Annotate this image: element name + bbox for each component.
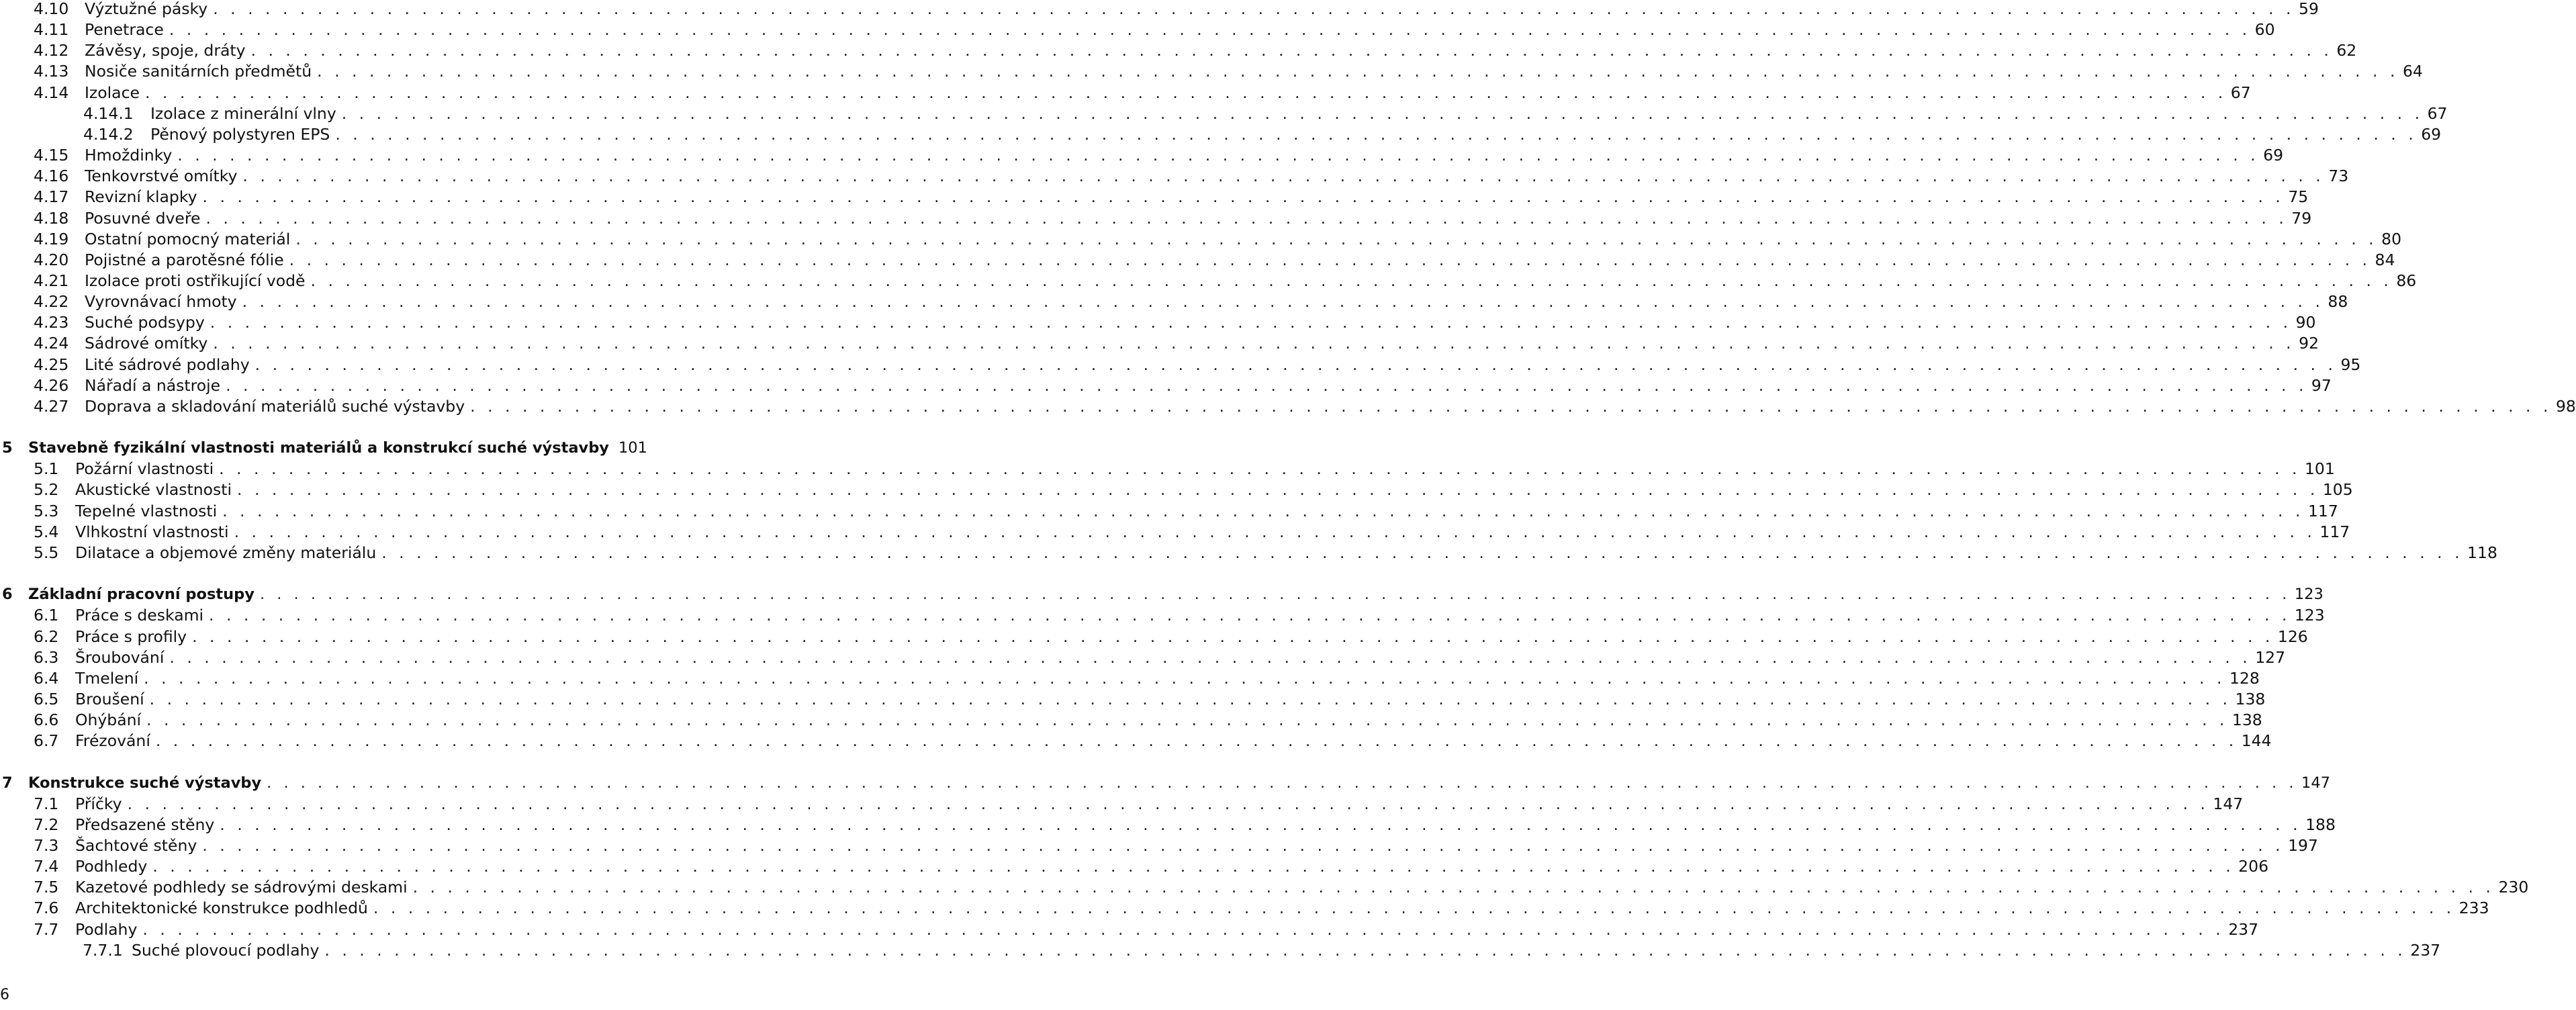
toc-page-number: 118 [2467, 543, 2497, 562]
dot-leader: . . . . . . . . . . . . . . . . . . . . . . . . . . . . . . . . . . . . . . . . . . . . . . . . . . . . . . . . . . . . . . . . . . . . . . . . . . . . . . . . . . . . . . . . . . . . . . . . . . . . . . . . . . . . . . . . . . . . . . . . [177, 146, 2260, 165]
toc-title: Sádrové omítky [85, 334, 208, 353]
toc-number: 4.18 [34, 208, 69, 228]
toc-title: Šachtové stěny [75, 836, 197, 855]
toc-number: 6.4 [34, 668, 59, 688]
toc-title: Nářadí a nástroje [85, 375, 221, 395]
toc-page-number: 88 [2328, 292, 2348, 312]
toc-number: 7.1 [34, 794, 59, 813]
toc-page-number: 64 [2402, 62, 2423, 81]
toc-number: 7.7.1 [83, 940, 123, 960]
toc-number: 4.14.2 [83, 124, 134, 144]
toc-number: 6.3 [34, 647, 59, 667]
toc-title: Suché plovoucí podlahy [132, 940, 320, 960]
dot-leader: . . . . . . . . . . . . . . . . . . . . . . . . . . . . . . . . . . . . . . . . . . . . . . . . . . . . . . . . . . . . . . . . . . . . . . . . . . . . . . . . . . . . . . . . . . . . . . . . . . . . . . . . . . . . . . . . . . . . . . . . [226, 375, 2307, 395]
toc-title: Suché podsypy [85, 313, 205, 332]
toc-title: Šroubování [75, 647, 165, 667]
toc-page-number: 75 [2288, 187, 2309, 207]
toc-title: Dilatace a objemové změny materiálu [75, 543, 377, 562]
toc-section [0, 166, 2349, 187]
toc-page-number: 62 [2336, 41, 2357, 60]
toc-section [0, 835, 2318, 856]
toc-title: Penetrace [85, 20, 164, 40]
toc-page-number: 144 [2241, 731, 2272, 751]
toc-number: 6.6 [34, 710, 59, 730]
toc-number: 7.2 [34, 815, 59, 834]
dot-leader: . . . . . . . . . . . . . . . . . . . . . . . . . . . . . . . . . . . . . . . . . . . . . . . . . . . . . . . . . . . . . . . . . . . . . . . . . . . . . . . . . . . . . . . . . . . . . . . . . . . . . . . . . . . . . . . . . . . . . . . . [267, 774, 2297, 792]
dot-leader: . . . . . . . . . . . . . . . . . . . . . . . . . . . . . . . . . . . . . . . . . . . . . . . . . . . . . . . . . . . . . . . . . . . . . . . . . . . . . . . . . . . . . . . . . . . . . . . . . . . . . . . . . . . . . . . . . . . . . . . . [222, 501, 2304, 520]
toc-number: 4.12 [34, 41, 69, 60]
dot-leader: . . . . . . . . . . . . . . . . . . . . . . . . . . . . . . . . . . . . . . . . . . . . . . . . . . . . . . . . . . . . . . . . . . . . . . . . . . . . . . . . . . . . . . . . . . . . . . . . . . . . . . . . . . . . . . . . . . . . . . . . [470, 396, 2552, 416]
toc-page-number: 97 [2311, 375, 2332, 395]
toc-number: 4.27 [34, 396, 69, 416]
toc-section [0, 627, 2308, 647]
dot-leader: . . . . . . . . . . . . . . . . . . . . . . . . . . . . . . . . . . . . . . . . . . . . . . . . . . . . . . . . . . . . . . . . . . . . . . . . . . . . . . . . . . . . . . . . . . . . . . . . . . . . . . . . . . . . . . . . . . . . . . . . [144, 83, 2227, 102]
toc-number: 4.26 [34, 375, 69, 395]
toc-section [0, 187, 2309, 208]
dot-leader: . . . . . . . . . . . . . . . . . . . . . . . . . . . . . . . . . . . . . . . . . . . . . . . . . . . . . . . . . . . . . . . . . . . . . . . . . . . . . . . . . . . . . . . . . . . . . . . . . . . . . . . . . . . . . . . . . . . . . . . . [205, 208, 2288, 228]
dot-leader: . . . . . . . . . . . . . . . . . . . . . . . . . . . . . . . . . . . . . . . . . . . . . . . . . . . . . . . . . . . . . . . . . . . . . . . . . . . . . . . . . . . . . . . . . . . . . . . . . . . . . . . . . . . . . . . . . . . . . . . . [169, 647, 2252, 667]
toc-title: Podlahy [75, 919, 138, 939]
toc-page-number: 101 [618, 439, 647, 457]
toc-title: Základní pracovní postupy [28, 586, 255, 604]
dot-leader: . . . . . . . . . . . . . . . . . . . . . . . . . . . . . . . . . . . . . . . . . . . . . . . . . . . . . . . . . . . . . . . . . . . . . . . . . . . . . . . . . . . . . . . . . . . . . . . . . . . . . . . . . . . . . . . . . . . . . . . . [341, 103, 2424, 123]
dot-leader: . . . . . . . . . . . . . . . . . . . . . . . . . . . . . . . . . . . . . . . . . . . . . . . . . . . . . . . . . . . . . . . . . . . . . . . . . . . . . . . . . . . . . . . . . . . . . . . . . . . . . . . . . . . . . . . . . . . . . . . . [220, 815, 2302, 834]
toc-page-number: 80 [2381, 229, 2402, 248]
toc-chapter [0, 438, 645, 459]
toc-number: 5 [2, 439, 13, 457]
toc-section [0, 145, 2284, 166]
toc-subsubsection [0, 940, 2441, 961]
toc-section [0, 396, 2576, 417]
toc-page-number: 123 [2294, 586, 2324, 604]
toc-section [0, 919, 2259, 940]
toc-subsubsection [0, 103, 2448, 124]
toc-section [0, 312, 2316, 333]
dot-leader: . . . . . . . . . . . . . . . . . . . . . . . . . . . . . . . . . . . . . . . . . . . . . . . . . . . . . . . . . . . . . . . . . . . . . . . . . . . . . . . . . . . . . . . . . . . . . . . . . . . . . . . . . . . . . . . . . . . . . . . . [209, 606, 2291, 625]
dot-leader: . . . . . . . . . . . . . . . . . . . . . . . . . . . . . . . . . . . . . . . . . . . . . . . . . . . . . . . . . . . . . . . . . . . . . . . . . . . . . . . . . . . . . . . . . . . . . . . . . . . . . . . . . . . . . . . . . . . . . . . . [219, 459, 2301, 479]
toc-page-number: 117 [2307, 501, 2338, 520]
toc-number: 4.15 [34, 146, 69, 165]
toc-section [0, 605, 2325, 626]
toc-title: Předsazené stěny [75, 815, 215, 834]
toc-title: Akustické vlastnosti [75, 480, 232, 500]
toc-page-number: 98 [2555, 396, 2576, 416]
toc-page-number: 147 [2213, 794, 2244, 813]
toc-number: 5.3 [34, 501, 59, 520]
toc-title: Revizní klapky [85, 187, 197, 207]
toc-title: Nosiče sanitárních předmětů [85, 62, 312, 81]
toc-page-number: 237 [2228, 919, 2259, 939]
toc-page-number: 67 [2230, 83, 2251, 102]
dot-leader: . . . . . . . . . . . . . . . . . . . . . . . . . . . . . . . . . . . . . . . . . . . . . . . . . . . . . . . . . . . . . . . . . . . . . . . . . . . . . . . . . . . . . . . . . . . . . . . . . . . . . . . . . . . . . . . . . . . . . . . . [335, 124, 2418, 144]
dot-leader: . . . . . . . . . . . . . . . . . . . . . . . . . . . . . . . . . . . . . . . . . . . . . . . . . . . . . . . . . . . . . . . . . . . . . . . . . . . . . . . . . . . . . . . . . . . . . . . . . . . . . . . . . . . . . . . . . . . . . . . . [242, 167, 2325, 186]
toc-section [0, 459, 2335, 479]
toc-number: 4.17 [34, 187, 69, 207]
toc-section [0, 355, 2361, 375]
toc-number: 5.2 [34, 480, 59, 500]
toc-title: Závěsy, spoje, dráty [85, 41, 246, 60]
dot-leader: . . . . . . . . . . . . . . . . . . . . . . . . . . . . . . . . . . . . . . . . . . . . . . . . . . . . . . . . . . . . . . . . . . . . . . . . . . . . . . . . . . . . . . . . . . . . . . . . . . . . . . . . . . . . . . . . . . . . . . . . [213, 334, 2295, 353]
toc-chapter [0, 584, 2324, 605]
toc-title: Doprava a skladování materiálů suché výstavby [85, 396, 465, 416]
toc-title: Lité sádrové podlahy [85, 355, 250, 374]
toc-number: 7.6 [34, 899, 59, 918]
toc-section [0, 689, 2266, 710]
toc-page-number: 73 [2328, 167, 2349, 186]
dot-leader: . . . . . . . . . . . . . . . . . . . . . . . . . . . . . . . . . . . . . . . . . . . . . . . . . . . . . . . . . . . . . . . . . . . . . . . . . . . . . . . . . . . . . . . . . . . . . . . . . . . . . . . . . . . . . . . . . . . . . . . . [310, 271, 2393, 290]
toc-section [0, 522, 2350, 543]
toc-number: 4.19 [34, 229, 69, 248]
toc-title: Pojistné a parotěsné fólie [85, 250, 284, 269]
toc-number: 7.4 [34, 857, 59, 876]
toc-title: Broušení [75, 689, 144, 708]
dot-leader: . . . . . . . . . . . . . . . . . . . . . . . . . . . . . . . . . . . . . . . . . . . . . . . . . . . . . . . . . . . . . . . . . . . . . . . . . . . . . . . . . . . . . . . . . . . . . . . . . . . . . . . . . . . . . . . . . . . . . . . . [234, 522, 2316, 541]
toc-page-number: 197 [2288, 836, 2318, 855]
toc-page-number: 86 [2396, 271, 2417, 290]
toc-page-number: 138 [2235, 689, 2266, 708]
dot-leader: . . . . . . . . . . . . . . . . . . . . . . . . . . . . . . . . . . . . . . . . . . . . . . . . . . . . . . . . . . . . . . . . . . . . . . . . . . . . . . . . . . . . . . . . . . . . . . . . . . . . . . . . . . . . . . . . . . . . . . . . [255, 355, 2337, 374]
toc-section [0, 479, 2353, 500]
toc-title: Ohýbání [75, 710, 142, 730]
toc-page-number: 126 [2277, 627, 2308, 646]
toc-title: Izolace proti ostřikující vodě [85, 271, 306, 290]
toc-page-number: 101 [2304, 459, 2335, 479]
toc-section [0, 710, 2262, 731]
toc-section [0, 250, 2395, 271]
dot-leader: . . . . . . . . . . . . . . . . . . . . . . . . . . . . . . . . . . . . . . . . . . . . . . . . . . . . . . . . . . . . . . . . . . . . . . . . . . . . . . . . . . . . . . . . . . . . . . . . . . . . . . . . . . . . . . . . . . . . . . . . [142, 919, 2225, 939]
toc-page-number: 233 [2458, 899, 2489, 918]
dot-leader: . . . . . . . . . . . . . . . . . . . . . . . . . . . . . . . . . . . . . . . . . . . . . . . . . . . . . . . . . . . . . . . . . . . . . . . . . . . . . . . . . . . . . . . . . . . . . . . . . . . . . . . . . . . . . . . . . . . . . . . . [152, 857, 2235, 876]
toc-title: Ostatní pomocný materiál [85, 229, 291, 248]
toc-title: Podhledy [75, 857, 148, 876]
dot-leader: . . . . . . . . . . . . . . . . . . . . . . . . . . . . . . . . . . . . . . . . . . . . . . . . . . . . . . . . . . . . . . . . . . . . . . . . . . . . . . . . . . . . . . . . . . . . . . . . . . . . . . . . . . . . . . . . . . . . . . . . [202, 187, 2285, 207]
dot-leader: . . . . . . . . . . . . . . . . . . . . . . . . . . . . . . . . . . . . . . . . . . . . . . . . . . . . . . . . . . . . . . . . . . . . . . . . . . . . . . . . . . . . . . . . . . . . . . . . . . . . . . . . . . . . . . . . . . . . . . . . [250, 41, 2333, 60]
toc-page-number: 60 [2254, 20, 2275, 40]
toc-number: 4.21 [34, 271, 69, 290]
toc-page-number: 79 [2291, 208, 2312, 228]
dot-leader: . . . . . . . . . . . . . . . . . . . . . . . . . . . . . . . . . . . . . . . . . . . . . . . . . . . . . . . . . . . . . . . . . . . . . . . . . . . . . . . . . . . . . . . . . . . . . . . . . . . . . . . . . . . . . . . . . . . . . . . . [213, 0, 2295, 18]
toc-title: Kazetové podhledy se sádrovými deskami [75, 878, 408, 897]
toc-section [0, 40, 2357, 61]
toc-number: 6.2 [34, 627, 59, 646]
toc-section [0, 375, 2332, 396]
toc-title: Izolace z minerální vlny [150, 103, 336, 123]
dot-leader: . . . . . . . . . . . . . . . . . . . . . . . . . . . . . . . . . . . . . . . . . . . . . . . . . . . . . . . . . . . . . . . . . . . . . . . . . . . . . . . . . . . . . . . . . . . . . . . . . . . . . . . . . . . . . . . . . . . . . . . . [149, 689, 2232, 708]
toc-number: 4.24 [34, 334, 69, 353]
toc-page-number: 206 [2238, 857, 2269, 876]
toc-title: Příčky [75, 794, 122, 813]
toc-title: Tmelení [75, 668, 139, 688]
dot-leader: . . . . . . . . . . . . . . . . . . . . . . . . . . . . . . . . . . . . . . . . . . . . . . . . . . . . . . . . . . . . . . . . . . . . . . . . . . . . . . . . . . . . . . . . . . . . . . . . . . . . . . . . . . . . . . . . . . . . . . . . [295, 229, 2378, 248]
dot-leader: . . . . . . . . . . . . . . . . . . . . . . . . . . . . . . . . . . . . . . . . . . . . . . . . . . . . . . . . . . . . . . . . . . . . . . . . . . . . . . . . . . . . . . . . . . . . . . . . . . . . . . . . . . . . . . . . . . . . . . . . [237, 480, 2319, 500]
toc-section [0, 229, 2402, 250]
toc-title: Stavebně fyzikální vlastnosti materiálů a konstrukcí suché výstavby [28, 439, 609, 457]
dot-leader: . . . . . . . . . . . . . . . . . . . . . . . . . . . . . . . . . . . . . . . . . . . . . . . . . . . . . . . . . . . . . . . . . . . . . . . . . . . . . . . . . . . . . . . . . . . . . . . . . . . . . . . . . . . . . . . . . . . . . . . . [317, 62, 2399, 81]
toc-number: 6.5 [34, 689, 59, 708]
toc-section [0, 0, 2319, 19]
toc-section [0, 898, 2489, 919]
toc-title: Posuvné dveře [85, 208, 201, 228]
toc-page-number: 59 [2299, 0, 2319, 18]
toc-title: Tepelné vlastnosti [75, 501, 218, 520]
toc-number: 4.20 [34, 250, 69, 269]
toc-number: 7.3 [34, 836, 59, 855]
toc-section [0, 208, 2312, 229]
toc-page-number: 138 [2232, 710, 2262, 730]
toc-section [0, 668, 2260, 689]
toc-section [0, 333, 2319, 354]
toc-number: 6.7 [34, 731, 59, 751]
dot-leader: . . . . . . . . . . . . . . . . . . . . . . . . . . . . . . . . . . . . . . . . . . . . . . . . . . . . . . . . . . . . . . . . . . . . . . . . . . . . . . . . . . . . . . . . . . . . . . . . . . . . . . . . . . . . . . . . . . . . . . . . [373, 899, 2455, 918]
toc-title: Požární vlastnosti [75, 459, 214, 479]
toc-section [0, 877, 2529, 898]
toc-section [0, 271, 2417, 291]
toc-page-number: 90 [2295, 313, 2316, 332]
toc-page-number: 117 [2319, 522, 2350, 541]
toc-number: 4.13 [34, 62, 69, 81]
toc-section [0, 731, 2272, 751]
dot-leader: . . . . . . . . . . . . . . . . . . . . . . . . . . . . . . . . . . . . . . . . . . . . . . . . . . . . . . . . . . . . . . . . . . . . . . . . . . . . . . . . . . . . . . . . . . . . . . . . . . . . . . . . . . . . . . . . . . . . . . . . [242, 292, 2324, 312]
toc-page-number: 95 [2340, 355, 2361, 374]
toc-page-number: 123 [2294, 606, 2325, 625]
toc-title: Výztužné pásky [85, 0, 208, 18]
toc-section [0, 501, 2338, 522]
toc-number: 4.14 [34, 83, 69, 102]
toc-number: 4.23 [34, 313, 69, 332]
toc-page-number: 128 [2229, 668, 2260, 688]
page-number: 6 [0, 986, 9, 1003]
toc-title: Pěnový polystyren EPS [150, 124, 330, 144]
toc-page-number: 105 [2322, 480, 2353, 500]
toc-number: 5.4 [34, 522, 59, 541]
toc-number: 6 [2, 586, 13, 604]
toc-title: Tenkovrstvé omítky [85, 167, 238, 186]
toc-title: Frézování [75, 731, 150, 751]
toc-page-number: 69 [2421, 124, 2442, 144]
dot-leader: . . . . . . . . . . . . . . . . . . . . . . . . . . . . . . . . . . . . . . . . . . . . . . . . . . . . . . . . . . . . . . . . . . . . . . . . . . . . . . . . . . . . . . . . . . . . . . . . . . . . . . . . . . . . . . . . . . . . . . . . [202, 836, 2285, 855]
toc-number: 7.7 [34, 919, 59, 939]
toc-number: 5.5 [34, 543, 59, 562]
dot-leader: . . . . . . . . . . . . . . . . . . . . . . . . . . . . . . . . . . . . . . . . . . . . . . . . . . . . . . . . . . . . . . . . . . . . . . . . . . . . . . . . . . . . . . . . . . . . . . . . . . . . . . . . . . . . . . . . . . . . . . . . [155, 731, 2238, 751]
toc-page-number: 147 [2301, 774, 2330, 792]
toc-number: 4.10 [34, 0, 69, 18]
toc-section [0, 647, 2286, 668]
toc-section [0, 83, 2251, 103]
toc-title: Vyrovnávací hmoty [85, 292, 237, 312]
toc-title: Konstrukce suché výstavby [28, 774, 262, 792]
toc-number: 4.16 [34, 167, 69, 186]
toc-number: 5.1 [34, 459, 59, 479]
dot-leader: . . . . . . . . . . . . . . . . . . . . . . . . . . . . . . . . . . . . . . . . . . . . . . . . . . . . . . . . . . . . . . . . . . . . . . . . . . . . . . . . . . . . . . . . . . . . . . . . . . . . . . . . . . . . . . . . . . . . . . . . [192, 627, 2274, 646]
toc-page-number: 84 [2375, 250, 2395, 269]
toc-number: 6.1 [34, 606, 59, 625]
toc-number: 4.25 [34, 355, 69, 374]
dot-leader: . . . . . . . . . . . . . . . . . . . . . . . . . . . . . . . . . . . . . . . . . . . . . . . . . . . . . . . . . . . . . . . . . . . . . . . . . . . . . . . . . . . . . . . . . . . . . . . . . . . . . . . . . . . . . . . . . . . . . . . . [381, 543, 2464, 562]
dot-leader: . . . . . . . . . . . . . . . . . . . . . . . . . . . . . . . . . . . . . . . . . . . . . . . . . . . . . . . . . . . . . . . . . . . . . . . . . . . . . . . . . . . . . . . . . . . . . . . . . . . . . . . . . . . . . . . . . . . . . . . . [169, 20, 2251, 40]
toc-page-number: 67 [2427, 103, 2448, 123]
toc-page-number: 127 [2255, 647, 2286, 667]
toc-section [0, 856, 2269, 877]
toc-subsubsection [0, 124, 2442, 145]
dot-leader: . . . . . . . . . . . . . . . . . . . . . . . . . . . . . . . . . . . . . . . . . . . . . . . . . . . . . . . . . . . . . . . . . . . . . . . . . . . . . . . . . . . . . . . . . . . . . . . . . . . . . . . . . . . . . . . . . . . . . . . . [127, 794, 2209, 813]
toc-title: Práce s profily [75, 627, 187, 646]
toc-section [0, 815, 2336, 835]
toc-title: Izolace [85, 83, 140, 102]
toc-title: Vlhkostní vlastnosti [75, 522, 229, 541]
dot-leader: . . . . . . . . . . . . . . . . . . . . . . . . . . . . . . . . . . . . . . . . . . . . . . . . . . . . . . . . . . . . . . . . . . . . . . . . . . . . . . . . . . . . . . . . . . . . . . . . . . . . . . . . . . . . . . . . . . . . . . . . [324, 940, 2407, 960]
toc-number: 7 [2, 774, 13, 792]
toc-section [0, 61, 2423, 82]
dot-leader: . . . . . . . . . . . . . . . . . . . . . . . . . . . . . . . . . . . . . . . . . . . . . . . . . . . . . . . . . . . . . . . . . . . . . . . . . . . . . . . . . . . . . . . . . . . . . . . . . . . . . . . . . . . . . . . . . . . . . . . . [412, 878, 2495, 897]
toc-title: Architektonické konstrukce podhledů [75, 899, 368, 918]
dot-leader: . . . . . . . . . . . . . . . . . . . . . . . . . . . . . . . . . . . . . . . . . . . . . . . . . . . . . . . . . . . . . . . . . . . . . . . . . . . . . . . . . . . . . . . . . . . . . . . . . . . . . . . . . . . . . . . . . . . . . . . . [146, 710, 2228, 730]
toc-number: 4.22 [34, 292, 69, 312]
toc-section [0, 794, 2244, 815]
toc-page-number: 188 [2305, 815, 2336, 834]
toc-page-number: 237 [2410, 940, 2441, 960]
dot-leader: . . . . . . . . . . . . . . . . . . . . . . . . . . . . . . . . . . . . . . . . . . . . . . . . . . . . . . . . . . . . . . . . . . . . . . . . . . . . . . . . . . . . . . . . . . . . . . . . . . . . . . . . . . . . . . . . . . . . . . . . [210, 313, 2292, 332]
toc-section [0, 19, 2275, 40]
toc-page-number: 69 [2263, 146, 2284, 165]
toc-chapter [0, 773, 2330, 794]
dot-leader: . . . . . . . . . . . . . . . . . . . . . . . . . . . . . . . . . . . . . . . . . . . . . . . . . . . . . . . . . . . . . . . . . . . . . . . . . . . . . . . . . . . . . . . . . . . . . . . . . . . . . . . . . . . . . . . . . . . . . . . . [259, 586, 2291, 604]
dot-leader: . . . . . . . . . . . . . . . . . . . . . . . . . . . . . . . . . . . . . . . . . . . . . . . . . . . . . . . . . . . . . . . . . . . . . . . . . . . . . . . . . . . . . . . . . . . . . . . . . . . . . . . . . . . . . . . . . . . . . . . . [144, 668, 2225, 688]
toc-number: 7.5 [34, 878, 59, 897]
toc-page-number: 230 [2498, 878, 2529, 897]
toc-page-number: 92 [2299, 334, 2319, 353]
toc-section [0, 543, 2497, 563]
toc-section [0, 291, 2348, 312]
dot-leader: . . . . . . . . . . . . . . . . . . . . . . . . . . . . . . . . . . . . . . . . . . . . . . . . . . . . . . . . . . . . . . . . . . . . . . . . . . . . . . . . . . . . . . . . . . . . . . . . . . . . . . . . . . . . . . . . . . . . . . . . [289, 250, 2371, 269]
toc-number: 4.14.1 [83, 103, 134, 123]
toc-number: 4.11 [34, 20, 69, 40]
toc-title: Práce s deskami [75, 606, 204, 625]
toc-title: Hmoždinky [85, 146, 173, 165]
